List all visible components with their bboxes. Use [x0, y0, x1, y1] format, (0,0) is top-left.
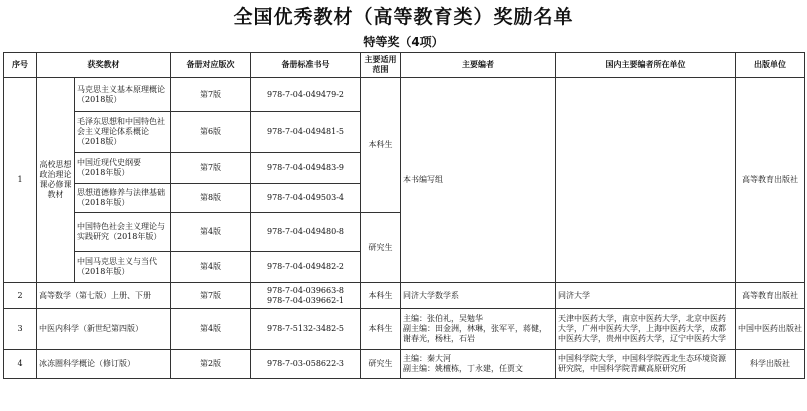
- cell-isbn: 978-7-5132-3482-5: [251, 309, 361, 350]
- cell-isbn: 978-7-04-049481-5: [251, 112, 361, 153]
- header-publisher: 出版单位: [736, 53, 805, 78]
- cell-book-name: 思想道德修养与法律基础（2018年版）: [75, 184, 171, 213]
- cell-editors: [401, 309, 556, 350]
- header-edition: 备册对应版次: [171, 53, 251, 78]
- cell-isbn: 978-7-04-049479-2: [251, 78, 361, 112]
- page-subtitle: 特等奖（4项）: [363, 35, 444, 49]
- cell-units: 中国科学院大学，中国科学院西北生态环境资源研究院，中国科学院青藏高原研究所: [556, 350, 736, 379]
- cell-edition: 第7版: [171, 153, 251, 184]
- cell-publisher: 中国中医药出版社: [736, 309, 805, 350]
- cell-book-name: 中国近现代史纲要（2018年版）: [75, 153, 171, 184]
- editor-line: 副主编：姚檀栋，丁永建，任贾文: [403, 364, 523, 373]
- cell-edition: 第4版: [171, 252, 251, 283]
- cell-no: 2: [4, 283, 37, 309]
- cell-edition: 第7版: [171, 283, 251, 309]
- cell-isbn: 978-7-04-049483-9: [251, 153, 361, 184]
- cell-edition: 第8版: [171, 184, 251, 213]
- cell-isbn: 978-7-04-049503-4: [251, 184, 361, 213]
- cell-scope: 本科生: [361, 283, 401, 309]
- cell-book-name: 中国特色社会主义理论与实践研究（2018年版）: [75, 213, 171, 252]
- cell-edition: 第4版: [171, 309, 251, 350]
- header-material: 获奖教材: [37, 53, 171, 78]
- cell-scope: 研究生: [361, 213, 401, 283]
- cell-no: 3: [4, 309, 37, 350]
- cell-book-name: 高等数学（第七版）上册、下册: [37, 283, 171, 309]
- table-row: [4, 283, 805, 309]
- cell-book-name: 马克思主义基本原理概论（2018版）: [75, 78, 171, 112]
- isbn-line: 978-7-04-039663-8: [267, 285, 344, 295]
- header-editors: 主要编者: [401, 53, 556, 78]
- cell-scope: 研究生: [361, 350, 401, 379]
- cell-isbn: 978-7-04-049482-2: [251, 252, 361, 283]
- cell-edition: 第4版: [171, 213, 251, 252]
- editor-line: 副主编：田金洲，林琳，张军平，蒋健，谢春光，杨柱，石岩: [403, 324, 547, 343]
- cell-group: 高校思想政治理论课必修课教材: [37, 78, 75, 283]
- cell-book-name: 毛泽东思想和中国特色社会主义理论体系概论（2018版）: [75, 112, 171, 153]
- award-table: [3, 52, 805, 379]
- table-row: [4, 78, 805, 112]
- header-isbn: 备册标准书号: [251, 53, 361, 78]
- cell-isbn: [251, 283, 361, 309]
- table-row: [4, 350, 805, 379]
- table-header-row: [4, 53, 805, 78]
- table-row: [4, 309, 805, 350]
- cell-no: 4: [4, 350, 37, 379]
- cell-scope: 本科生: [361, 309, 401, 350]
- cell-book-name: 中医内科学（新世纪第四版）: [37, 309, 171, 350]
- header-no: 序号: [4, 53, 37, 78]
- cell-publisher: 高等教育出版社: [736, 78, 805, 283]
- isbn-line: 978-7-04-039662-1: [267, 295, 344, 305]
- cell-book-name: 中国马克思主义与当代（2018年版）: [75, 252, 171, 283]
- cell-edition: 第2版: [171, 350, 251, 379]
- cell-book-name: 冰冻圈科学概论（修订版）: [37, 350, 171, 379]
- cell-publisher: 高等教育出版社: [736, 283, 805, 309]
- editor-line: 主编：秦大河: [403, 354, 451, 363]
- cell-units: 同济大学: [556, 283, 736, 309]
- cell-units: 天津中医药大学，南京中医药大学，北京中医药大学，广州中医药大学，上海中医药大学，成都中医药大学，贵州中医药大学，辽宁中医药大学: [556, 309, 736, 350]
- cell-scope: 本科生: [361, 78, 401, 213]
- cell-editors: [401, 350, 556, 379]
- cell-edition: 第7版: [171, 78, 251, 112]
- header-units: 国内主要编者所在单位: [556, 53, 736, 78]
- editor-line: 主编：张伯礼，吴勉华: [403, 314, 483, 323]
- cell-isbn: 978-7-04-049480-8: [251, 213, 361, 252]
- cell-publisher: 科学出版社: [736, 350, 805, 379]
- cell-no: 1: [4, 78, 37, 283]
- page-title: 全国优秀教材（高等教育类）奖励名单: [233, 6, 574, 28]
- cell-edition: 第6版: [171, 112, 251, 153]
- cell-editors: 本书编写组: [401, 78, 556, 283]
- cell-editors: 同济大学数学系: [401, 283, 556, 309]
- header-scope: 主要适用范围: [361, 53, 401, 78]
- cell-isbn: 978-7-03-058622-3: [251, 350, 361, 379]
- cell-units: [556, 78, 736, 283]
